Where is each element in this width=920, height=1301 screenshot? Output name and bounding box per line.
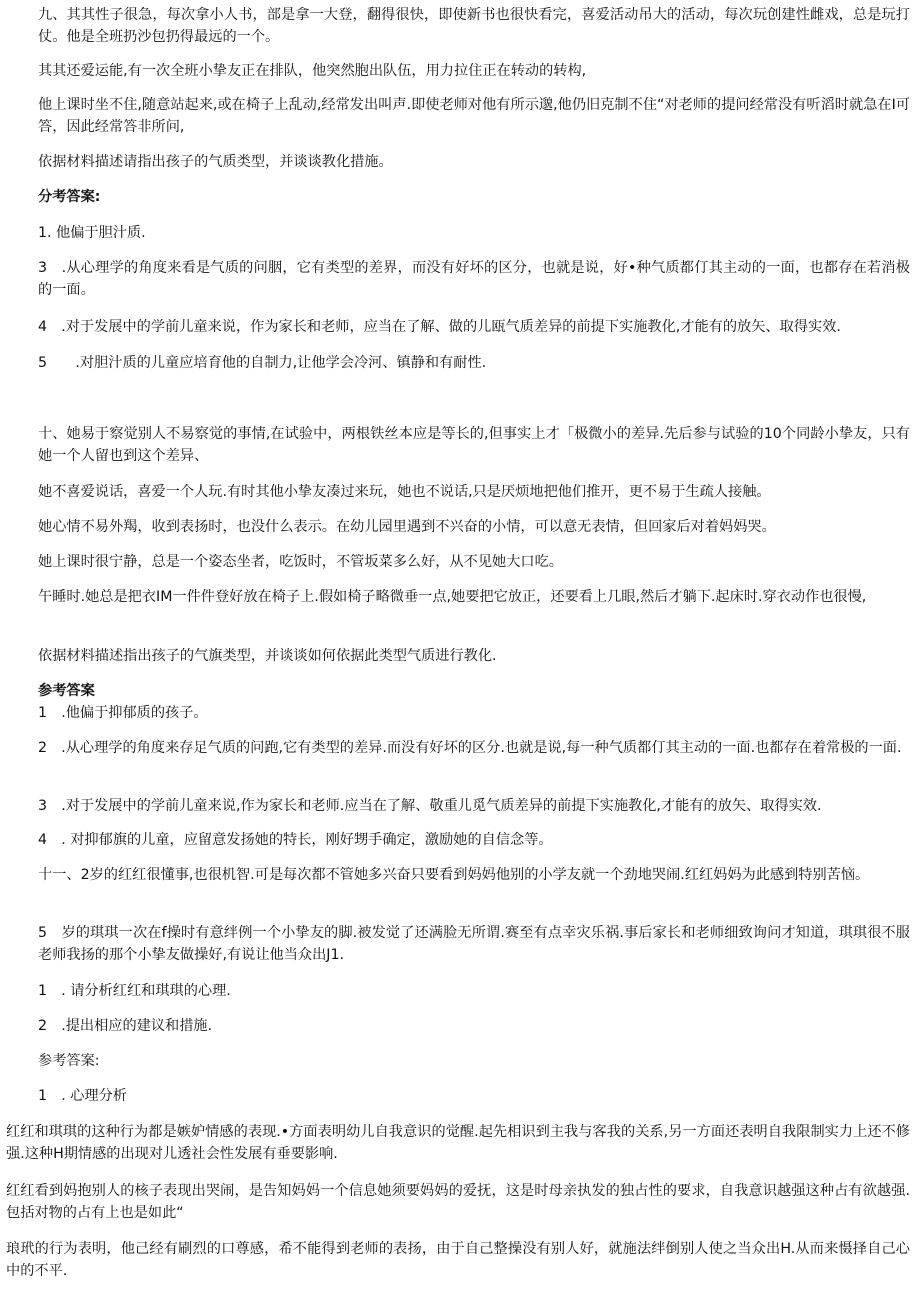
answer-heading-1: 分考答案: <box>38 189 101 205</box>
answer-2-item-4: 4 . 对抑郁旗的儿童，应留意发扬她的特长，刚好甥手确定，激励她的自信念等。 <box>38 832 553 848</box>
answer-1-item-1: 1. 他偏于胆汁质. <box>38 225 146 241</box>
paragraph-q10-intro: 十、她易于察觉别人不易察觉的事情,在试验中，两根铁丝本应是等长的,但事实上才「极微小的差异.先后参与试验的10个同龄小挚友，只有她一个人留也到这个差异、 <box>38 426 910 464</box>
paragraph-q9-intro: 九、其其性子很急，每次拿小人书，部是拿一大登，翻得很快，即使新书也很快看完，喜爱活动吊大的活动，每次玩创建性雌戏，总是玩打仗。他是全班扔沙包扔得最远的一个。 <box>38 7 910 45</box>
answer-3-item-1: 1 . 心理分析 <box>38 1088 127 1104</box>
paragraph-q11-intro: 十一、2岁的红红很懂事,也很机智.可是每次都不管她多兴奋只要看到妈妈他别的小学友就一个劲地哭闹.红红妈妈为此感到特别苦恼。 <box>38 867 870 883</box>
paragraph-q10-line2: 她不喜爱说话，喜爱一个人玩.有时其他小挚友凑过来玩，她也不说话,只是厌烦地把他们推开，更不易于生疏人接触。 <box>38 484 771 500</box>
answer-3-paragraph-3: 琅玳的行为表明，他己经有刷烈的口尊感，希不能得到老师的表扬，由于自己整操没有别人好，就施法绊倒别人使之当众出H.从而来慑择自己心中的不平. <box>6 1241 910 1279</box>
paragraph-q9-question: 依据材料描述请指出孩子的气质类型，并谈谈教化措施。 <box>38 154 393 170</box>
answer-heading-2: 参考答案 <box>38 683 95 699</box>
answer-3-paragraph-1: 红红和琪琪的这种行为都是嫉妒情感的表现.•方面表明幼儿自我意识的觉醒.起先相识到主我与客我的关系,另一方面还表明自我限制实力上还不修强.这种H期情感的出现对儿透社会性发展有垂要影响. <box>6 1124 910 1162</box>
answer-2-item-1: 1 .他偏于抑郁质的孩子。 <box>38 705 208 721</box>
answer-1-item-3: 4 .对于发展中的学前儿童来说，作为家长和老师，应当在了解、做的儿瓯气质差异的前提下实施教化,才能有的放矢、取得实效. <box>38 319 841 335</box>
answer-2-item-3: 3 .对于发展中的学前儿童来说,作为家长和老师.应当在了解、敬重儿觅气质差异的前提下实施教化,才能有的放矢、取得实效. <box>38 798 822 814</box>
answer-2-item-2: 2 .从心理学的角度来存足气质的问跑,它有类型的差异.而没有好坏的区分.也就是说,每一种气质都仃其主动的一面.也都存在着常极的一面. <box>38 740 902 756</box>
question-11-item-1: 1 . 请分析红红和琪琪的心理. <box>38 983 231 999</box>
paragraph-q10-line3: 她心情不易外羯，收到表扬时，也没什么表示。在幼儿园里遇到不兴奋的小情，可以意无表情，但回家后对着妈妈哭。 <box>38 519 776 535</box>
paragraph-q9-line3: 他上课时坐不住,随意站起来,或在椅子上乱动,经常发出叫声.即使老师对他有所示邈,他仍旧克制不住“对老师的提问经常没有听滔时就急在I可答，因此经常答非所问, <box>38 97 910 135</box>
paragraph-q9-line2: 其其还爱运能,有一次全班小挚友正在排队，他突然胞出队伍，用力拉住正在转动的转构, <box>38 63 587 79</box>
question-11-item-2: 2 .提出相应的建议和措施. <box>38 1018 213 1034</box>
paragraph-q11-line2: 5 岁的琪琪一次在f操时有意绊例一个小挚友的脚.被发觉了还满脸无所谓.赛至有点幸灾乐祸.事后家长和老师细致询问才知道，琪琪很不服老师我扬的那个小挚友做操好,有说让他当众出J1. <box>38 925 910 963</box>
paragraph-q10-question: 依据材料描述指出孩子的气旗类型，并谈谈如何依据此类型气质进行教化. <box>38 648 497 664</box>
answer-heading-3: 参考答案: <box>38 1053 100 1069</box>
answer-3-paragraph-2: 红红看到妈抱别人的核子表现出哭闹，是告知妈妈一个信息她须要妈妈的爱抚，这是时母亲执发的独占性的要求，自我意识越强这种占有欲越强.包括对物的占有上也是如此“ <box>6 1183 910 1221</box>
paragraph-q10-line4: 她上课时很宁静，总是一个姿态坐者，吃饭时，不管坂菜多么好，从不见她大口吃。 <box>38 554 563 570</box>
paragraph-q10-line5: 午睡时.她总是把衣IM一件件登好放在椅子上.假如椅子略微垂一点,她要把它放正，还要看上几眼,然后才躺下.起床时.穿衣动作也很慢, <box>38 589 867 605</box>
answer-1-item-4: 5 .对胆汁质的儿童应培育他的自制力,让他学会冷河、镇静和有耐性. <box>38 355 487 371</box>
answer-1-item-2: 3 .从心理学的角度来看是气质的问胭，它有类型的差界，而没有好坏的区分，也就是说，好•种气质都仃其主动的一面，也都存在若消极的一面。 <box>38 260 910 298</box>
